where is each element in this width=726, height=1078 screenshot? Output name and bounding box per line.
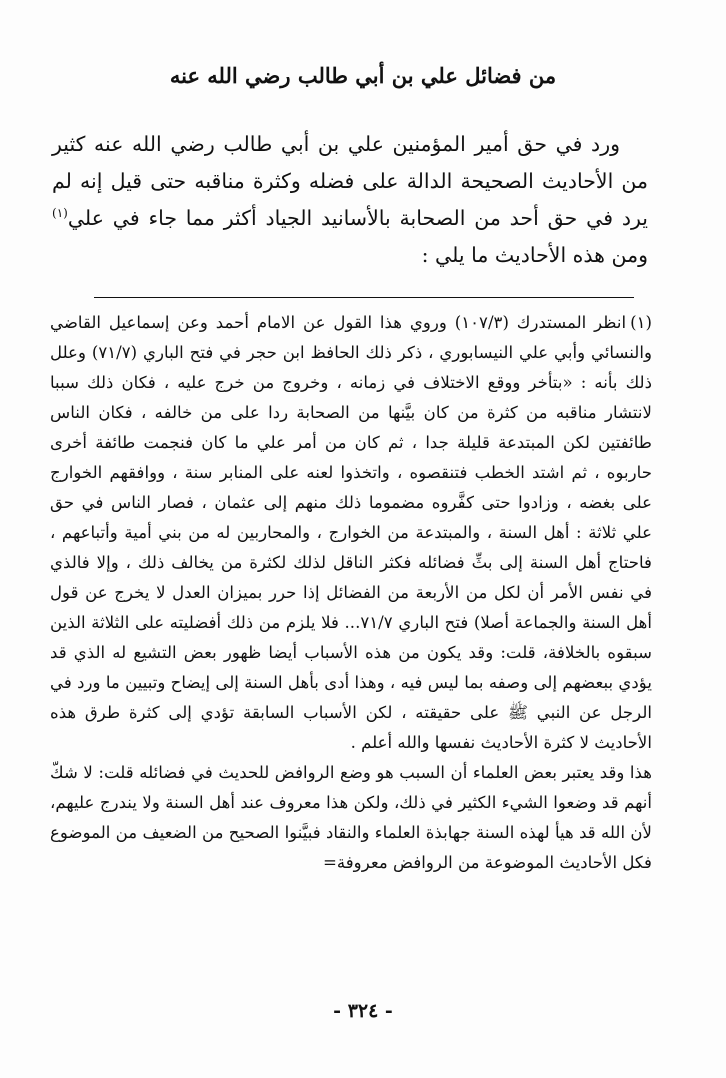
body-paragraph-text: ورد في حق أمير المؤمنين علي بن أبي طالب رضي الله عنه كثير من الأحاديث الصحيحة الدالة على فضله وكثرة مناقبه حتى قيل إنه لم يرد في حق أحد من الصحابة بالأسانيد الجياد أكثر مما جاء في علي <box>52 132 648 230</box>
footnote-number: (١) <box>630 313 652 332</box>
footnote-text-2: هذا وقد يعتبر بعض العلماء أن السبب هو وضع الروافض للحديث في فضائله قلت: لا شكّ أنهم قد وضعوا الشيء الكثير في ذلك، ولكن هذا معروف عند أهل السنة ولا يندرج عليهم، لأن الله قد هيأ لهذه السنة جهابذة العلماء والنقاد فبيَّنوا الصحيح من الضعيف من الموضوع فكل الأحاديث الموضوعة من الروافض معروفة= <box>50 763 652 872</box>
footnote-reference: (١) <box>52 206 68 221</box>
chapter-title: من فضائل علي بن أبي طالب رضي الله عنه <box>169 63 557 88</box>
body-paragraph-end: ومن هذه الأحاديث ما يلي : <box>421 243 648 267</box>
footnote-separator <box>94 297 634 298</box>
page-number: - ٣٢٤ - <box>333 1000 393 1022</box>
footnote-paragraph-1 <box>50 308 652 758</box>
footnotes-block <box>50 308 652 878</box>
body-paragraph <box>52 126 648 274</box>
main-text-block <box>52 126 648 274</box>
footnote-paragraph-2 <box>50 758 652 878</box>
footnote-text-1: انظر المستدرك (١٠٧/٣) وروي هذا القول عن الامام أحمد وعن إسماعيل القاضي والنسائي وأبي علي النيسابوري ، ذكر ذلك الحافظ ابن حجر في فتح الباري (٧١/٧) وعلل ذلك بأنه : «بتأخر ووقع الاختلاف في زمانه ، وخروج من خرج عليه ، فكان ذلك سببا لانتشار مناقبه من كثرة من كان بيَّنها من الصحابة ردا على من خالفه ، فكان الناس طائفتين لكن المبتدعة قليلة جدا ، ثم كان من أمر علي ما كان فنجمت طائفة أخرى حاربوه ، ثم اشتد الخطب فتنقصوه ، واتخذوا لعنه على المنابر سنة ، ووافقهم الخوارج على بغضه ، وزادوا حتى كفَّروه مضموما ذلك منهم إلى عثمان ، فصار الناس في حق علي ثلاثة : أهل السنة ، والمبتدعة من الخوارج ، والمحاربين له من بني أمية وأتباعهم ، فاحتاج أهل السنة إلى بثِّ فضائله فكثر الناقل لذلك لكثرة من يخالف ذلك ، وإلا فالذي في نفس الأمر أن لكل من الأربعة من الفضائل إذا حرر بميزان العدل لا يخرج عن قول أهل السنة والجماعة أصلا) فتح الباري ٧١/٧... فلا يلزم من ذلك أفضليته على الثلاثة الذين سبقوه بالخلافة، قلت: وقد يكون من هذه الأسباب أيضا ظهور بعض التشيع له الذي قد يؤدي ببعضهم إلى وصفه بما ليس فيه ، وهذا أدى بأهل السنة إلى إيضاح وتبيين ما ورد في الرجل عن النبي ﷺ على حقيقته ، لكن الأسباب السابقة تؤدي إلى كثرة طرق هذه الأحاديث لا كثرة الأحاديث نفسها والله أعلم . <box>50 313 652 752</box>
